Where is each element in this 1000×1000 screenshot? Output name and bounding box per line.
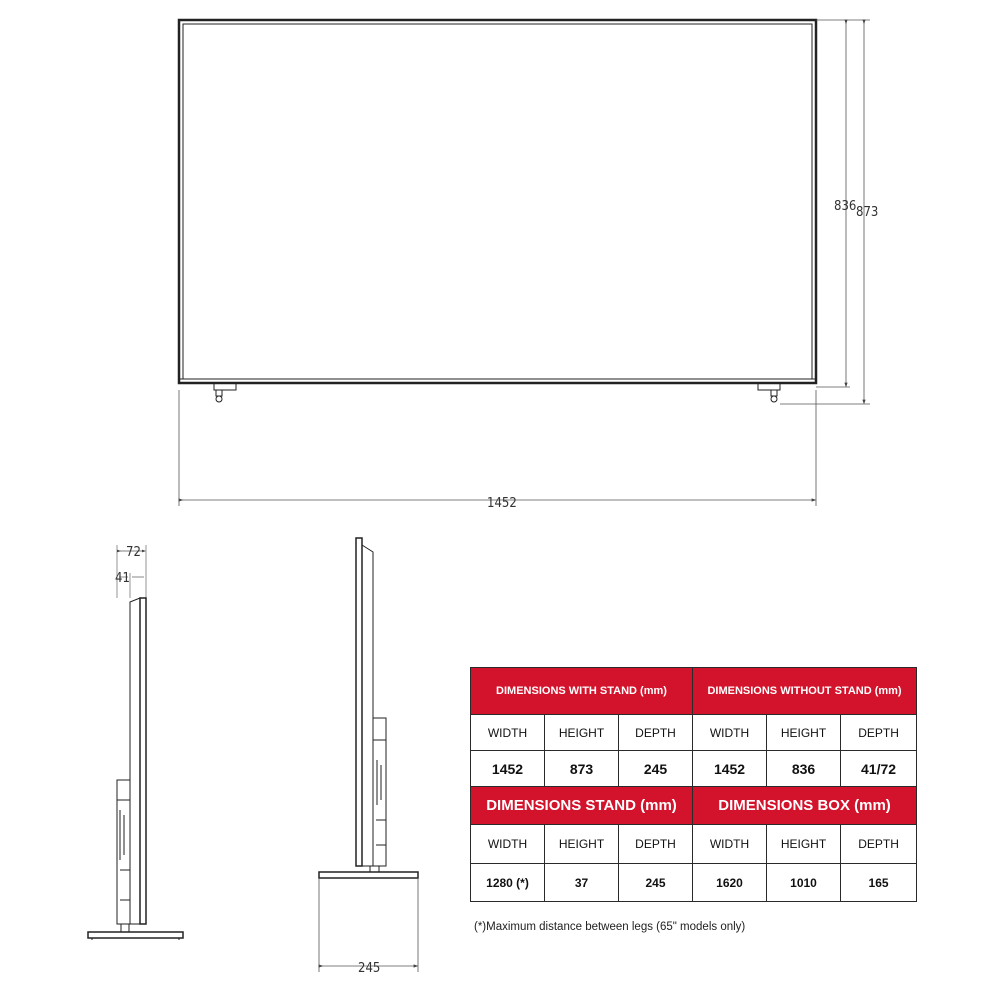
stand-depth-dimension (319, 878, 418, 972)
without-stand-header: DIMENSIONS WITHOUT STAND (mm) (693, 668, 917, 715)
col-height: HEIGHT (545, 715, 619, 751)
col-height: HEIGHT (767, 825, 841, 864)
col-width: WIDTH (471, 825, 545, 864)
stand-depth-label: 245 (358, 961, 381, 976)
box-width: 1620 (693, 864, 767, 902)
col-width: WIDTH (471, 715, 545, 751)
stand-width: 1280 (*) (471, 864, 545, 902)
stand-depth: 245 (619, 864, 693, 902)
right-foot (758, 383, 780, 402)
width-label: 1452 (487, 496, 517, 511)
dimensions-table (470, 667, 917, 902)
col-depth: DEPTH (841, 715, 917, 751)
front-view (179, 20, 816, 402)
col-width: WIDTH (693, 715, 767, 751)
left-foot (214, 383, 236, 402)
with-stand-height: 873 (545, 751, 619, 787)
without-stand-depth: 41/72 (841, 751, 917, 787)
with-stand-header: DIMENSIONS WITH STAND (mm) (471, 668, 693, 715)
with-stand-width: 1452 (471, 751, 545, 787)
col-depth: DEPTH (841, 825, 917, 864)
side-depth-total-label: 72 (126, 545, 141, 560)
col-width: WIDTH (693, 825, 767, 864)
tv-screen (183, 24, 812, 379)
tv-outer-frame (179, 20, 816, 383)
col-height: HEIGHT (767, 715, 841, 751)
with-stand-depth: 245 (619, 751, 693, 787)
without-stand-width: 1452 (693, 751, 767, 787)
stand-header: DIMENSIONS STAND (mm) (471, 787, 693, 825)
footnote: (*)Maximum distance between legs (65" models only) (474, 921, 746, 933)
side-view-left (88, 545, 183, 940)
box-header: DIMENSIONS BOX (mm) (693, 787, 917, 825)
height-screen-label: 836 (834, 199, 857, 214)
box-depth: 165 (841, 864, 917, 902)
height-stand-label: 873 (856, 205, 879, 220)
stand-height: 37 (545, 864, 619, 902)
col-depth: DEPTH (619, 715, 693, 751)
side-view-right (319, 538, 418, 878)
without-stand-height: 836 (767, 751, 841, 787)
front-dimensions (179, 20, 870, 506)
side-depth-panel-label: 41 (115, 571, 130, 586)
col-height: HEIGHT (545, 825, 619, 864)
col-depth: DEPTH (619, 825, 693, 864)
box-height: 1010 (767, 864, 841, 902)
